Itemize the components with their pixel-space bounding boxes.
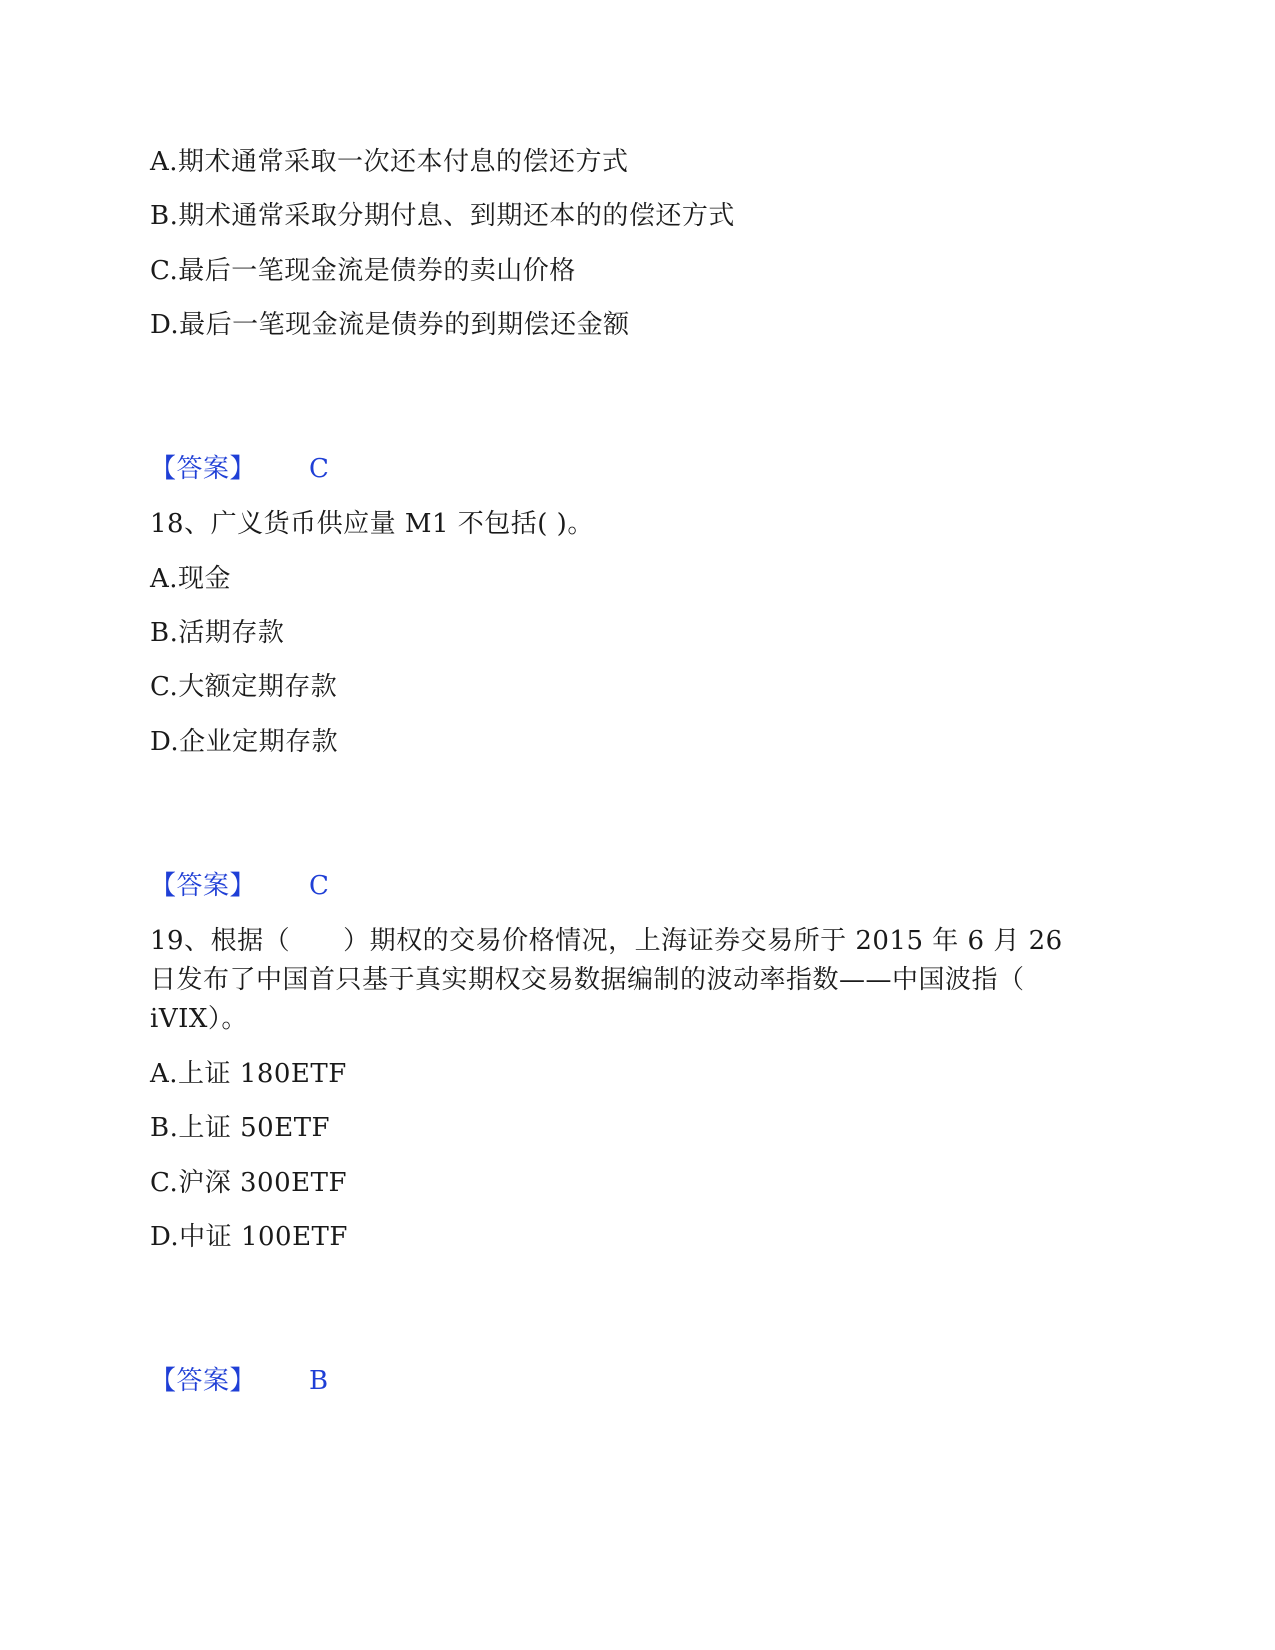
q18-question: 18、广义货币供应量 M1 不包括( )。 (150, 509, 594, 539)
q19-answer (150, 1361, 329, 1401)
q19-option-c: C.沪深 300ETF (150, 1168, 347, 1198)
answer-value: B (309, 1366, 329, 1396)
q19-question-line2: 日发布了中国首只基于真实期权交易数据编制的波动率指数——中国波指（ (150, 965, 1025, 995)
answer-label: 【答案】 (150, 1366, 257, 1396)
q17-option-c: C.最后一笔现金流是债券的卖山价格 (150, 256, 576, 286)
answer-label: 【答案】 (150, 871, 257, 901)
q19-option-b: B.上证 50ETF (150, 1113, 331, 1143)
q17-option-a: A.期术通常采取一次还本付息的偿还方式 (150, 147, 629, 177)
answer-label: 【答案】 (150, 454, 257, 484)
q18-answer (150, 866, 330, 906)
q18-option-d: D.企业定期存款 (150, 727, 339, 757)
q19-option-d: D.中证 100ETF (150, 1222, 348, 1252)
q18-option-c: C.大额定期存款 (150, 672, 338, 702)
q19-question-line3: iVIX）。 (150, 1004, 248, 1034)
q18-option-b: B.活期存款 (150, 618, 285, 648)
q17-option-b: B.期术通常采取分期付息、到期还本的的偿还方式 (150, 201, 735, 231)
answer-value: C (309, 871, 330, 901)
q18-option-a: A.现金 (150, 564, 232, 594)
q17-answer (150, 449, 330, 489)
q19-question-line1: 19、根据（ ）期权的交易价格情况，上海证券交易所于 2015 年 6 月 26 (150, 926, 1063, 956)
q19-option-a: A.上证 180ETF (150, 1059, 347, 1089)
q17-option-d: D.最后一笔现金流是债券的到期偿还金额 (150, 310, 630, 340)
answer-value: C (309, 454, 330, 484)
